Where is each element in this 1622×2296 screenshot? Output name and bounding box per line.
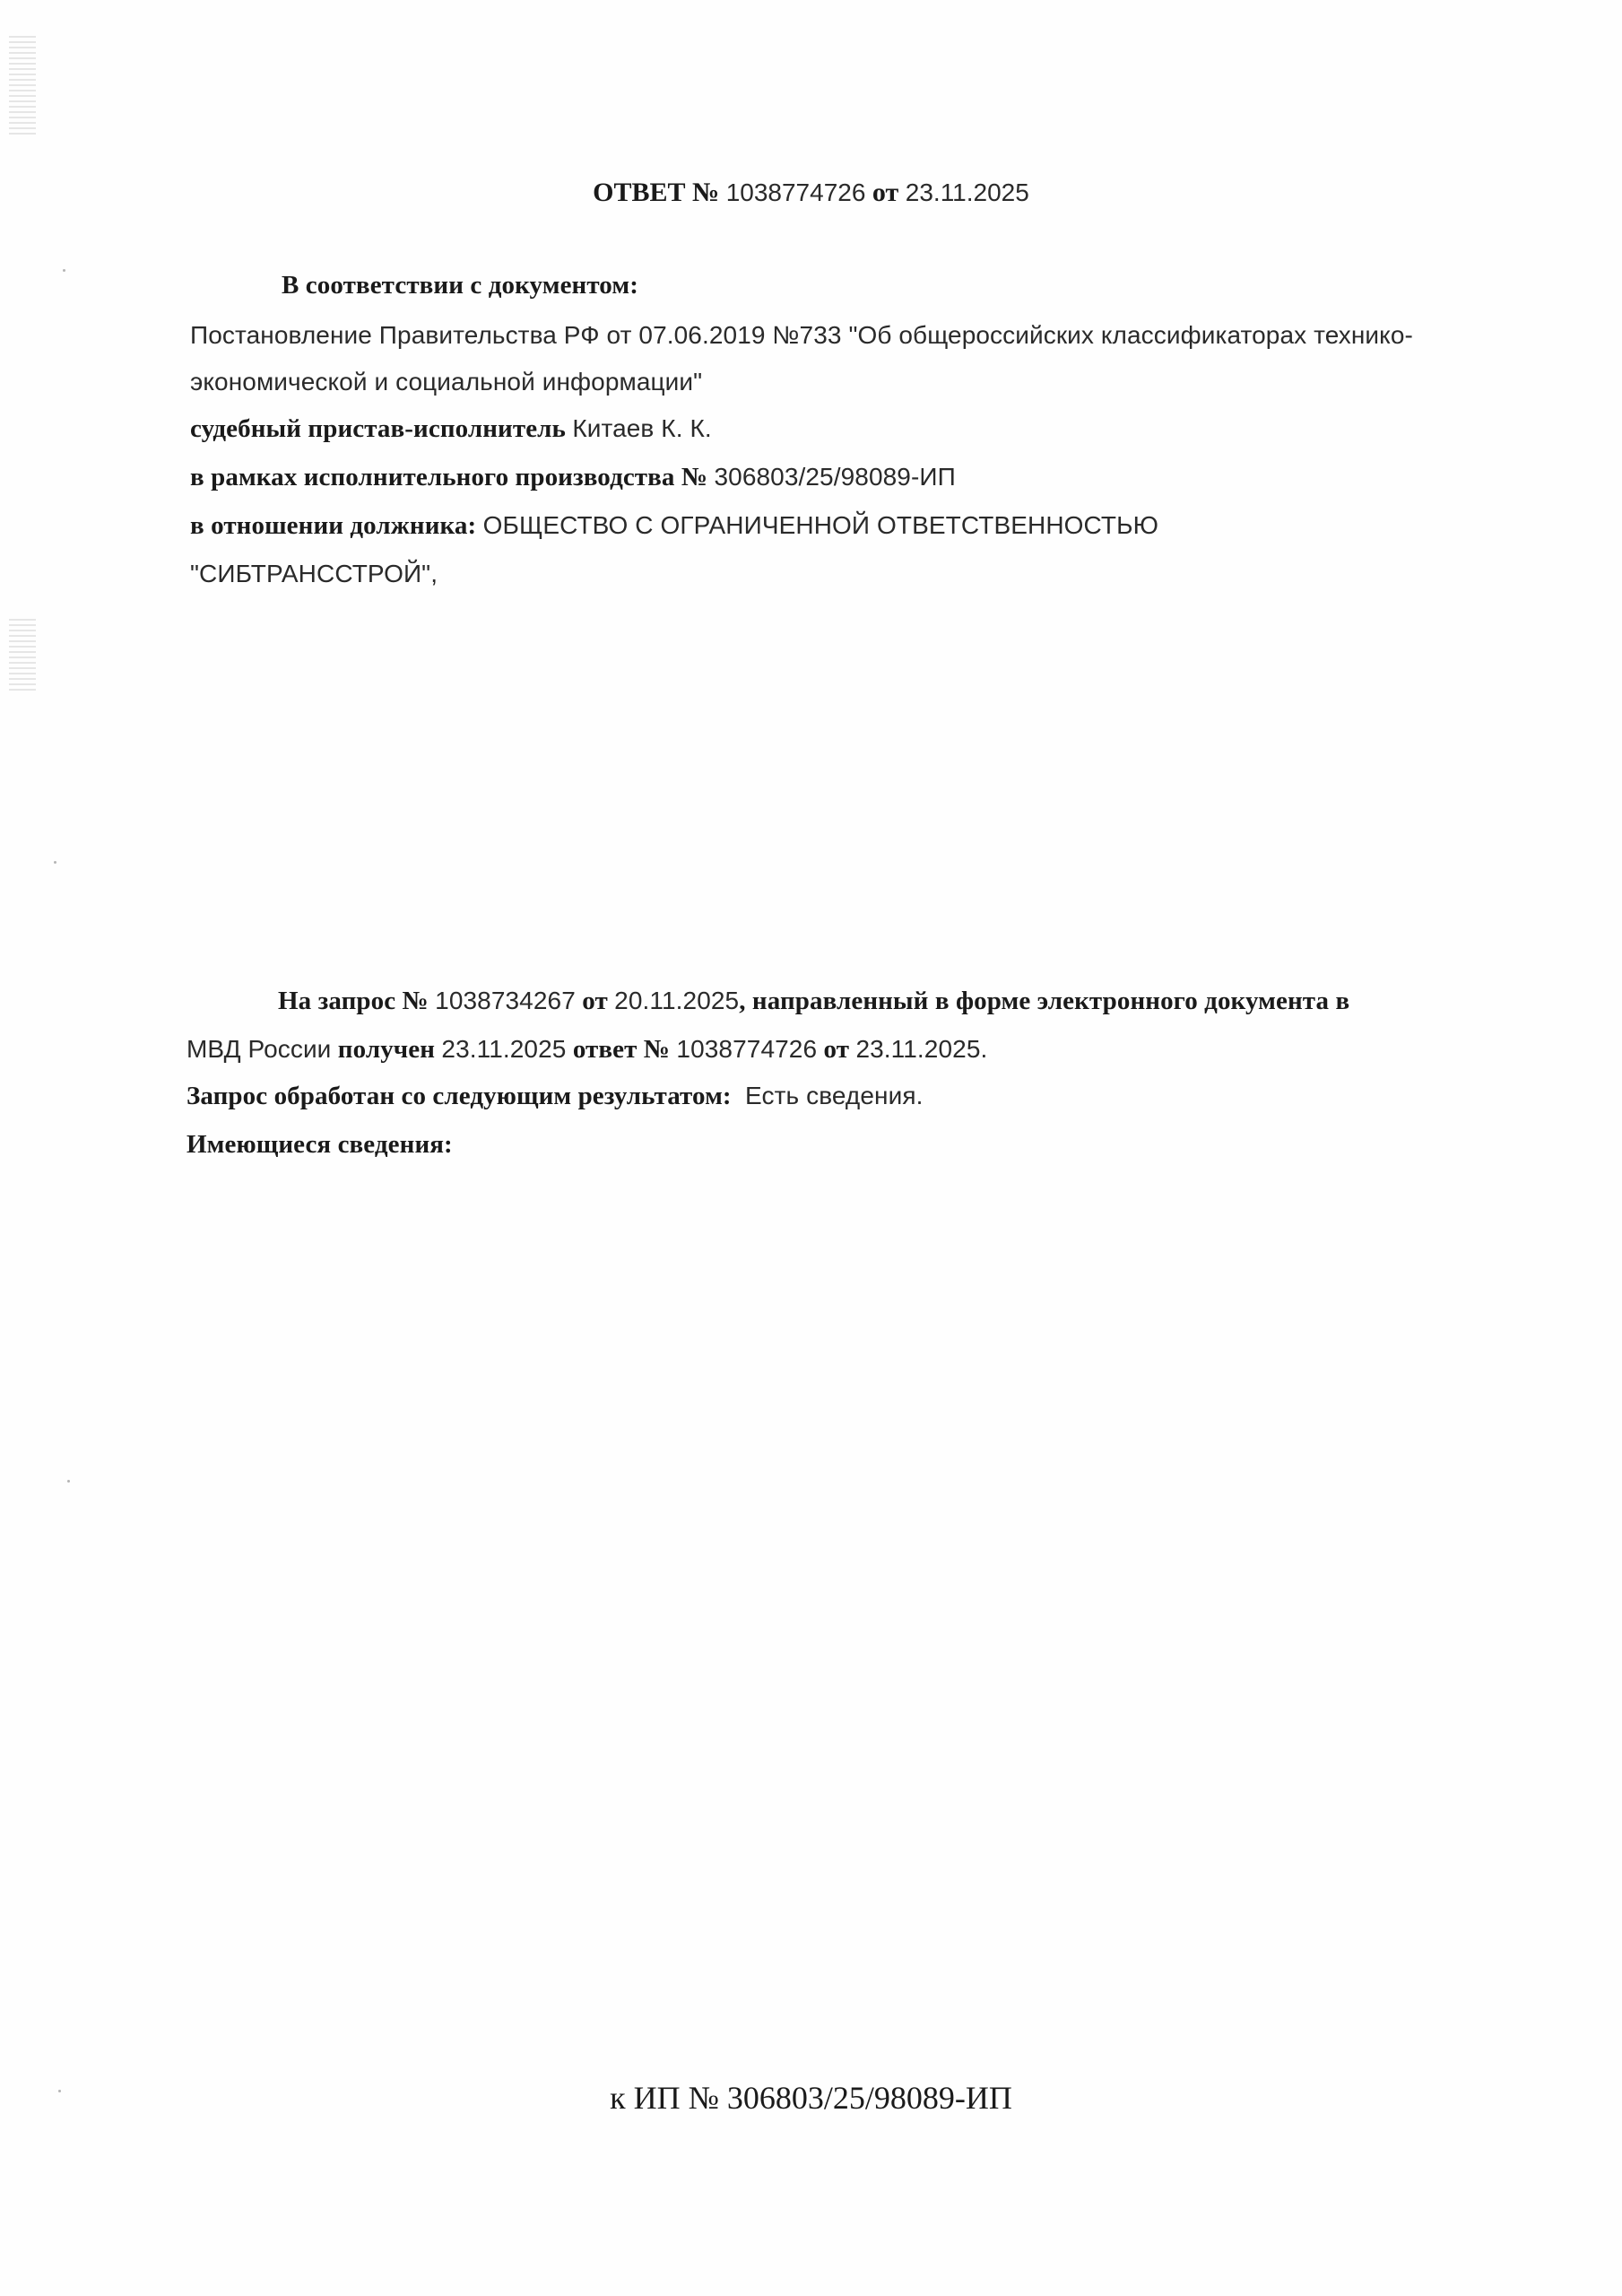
answer-title [0, 178, 1622, 208]
info-line [186, 1130, 453, 1160]
debtor-name-line2: "СИБТРАНССТРОЙ", [190, 560, 438, 587]
recipient-name: МВД России [186, 1035, 332, 1063]
bailiff-name: Китаев К. К. [572, 414, 712, 442]
reply-from-label: от [823, 1035, 850, 1064]
proceeding-line [190, 463, 956, 492]
scan-edge-artifact-top [9, 36, 36, 135]
answer-date: 23.11.2025 [905, 178, 1029, 206]
request-label: На запрос № [278, 987, 429, 1015]
request-date: 20.11.2025 [614, 987, 740, 1014]
debtor-line1 [190, 511, 1158, 541]
scan-speck [67, 1480, 70, 1483]
reply-number: 1038774726 [676, 1035, 818, 1063]
request-line1 [278, 987, 1349, 1016]
answer-number: 1038774726 [725, 178, 866, 206]
answer-from-label: от [872, 178, 899, 207]
status-line [186, 1082, 923, 1111]
basis-document-line2: экономической и социальной информации" [190, 368, 703, 396]
answer-label: ОТВЕТ № [593, 178, 720, 207]
reply-label: ответ № [572, 1035, 671, 1064]
request-from-label: от [582, 987, 608, 1015]
received-date: 23.11.2025 [441, 1035, 567, 1063]
footer-reference: к ИП № 306803/25/98089-ИП [610, 2080, 1012, 2116]
proceeding-number: 306803/25/98089-ИП [714, 463, 956, 491]
bailiff-label: судебный пристав-исполнитель [190, 414, 566, 443]
status-value: Есть сведения. [745, 1082, 924, 1109]
status-label: Запрос обработан со следующим результатом: [186, 1082, 732, 1110]
received-label: получен [337, 1035, 436, 1064]
bailiff-line [190, 414, 712, 444]
scan-edge-artifact-middle [9, 619, 36, 691]
basis-heading [282, 271, 638, 300]
request-sent-label: , направленный в форме электронного документа в [739, 987, 1350, 1015]
reply-date: 23.11.2025. [855, 1035, 988, 1063]
info-label: Имеющиеся сведения: [186, 1130, 453, 1159]
debtor-label: в отношении должника: [190, 511, 477, 540]
scan-speck [54, 861, 56, 864]
debtor-name-line1: ОБЩЕСТВО С ОГРАНИЧЕННОЙ ОТВЕТСТВЕННОСТЬЮ [482, 511, 1158, 539]
proceeding-label: в рамках исполнительного производства № [190, 463, 708, 491]
basis-heading-text: В соответствии с документом: [282, 271, 638, 300]
request-line2 [186, 1035, 987, 1065]
basis-document-line1: Постановление Правительства РФ от 07.06.2019 №733 "Об общероссийских классификаторах технико- [190, 321, 1413, 349]
scan-speck [63, 269, 65, 272]
request-number: 1038734267 [435, 987, 576, 1014]
